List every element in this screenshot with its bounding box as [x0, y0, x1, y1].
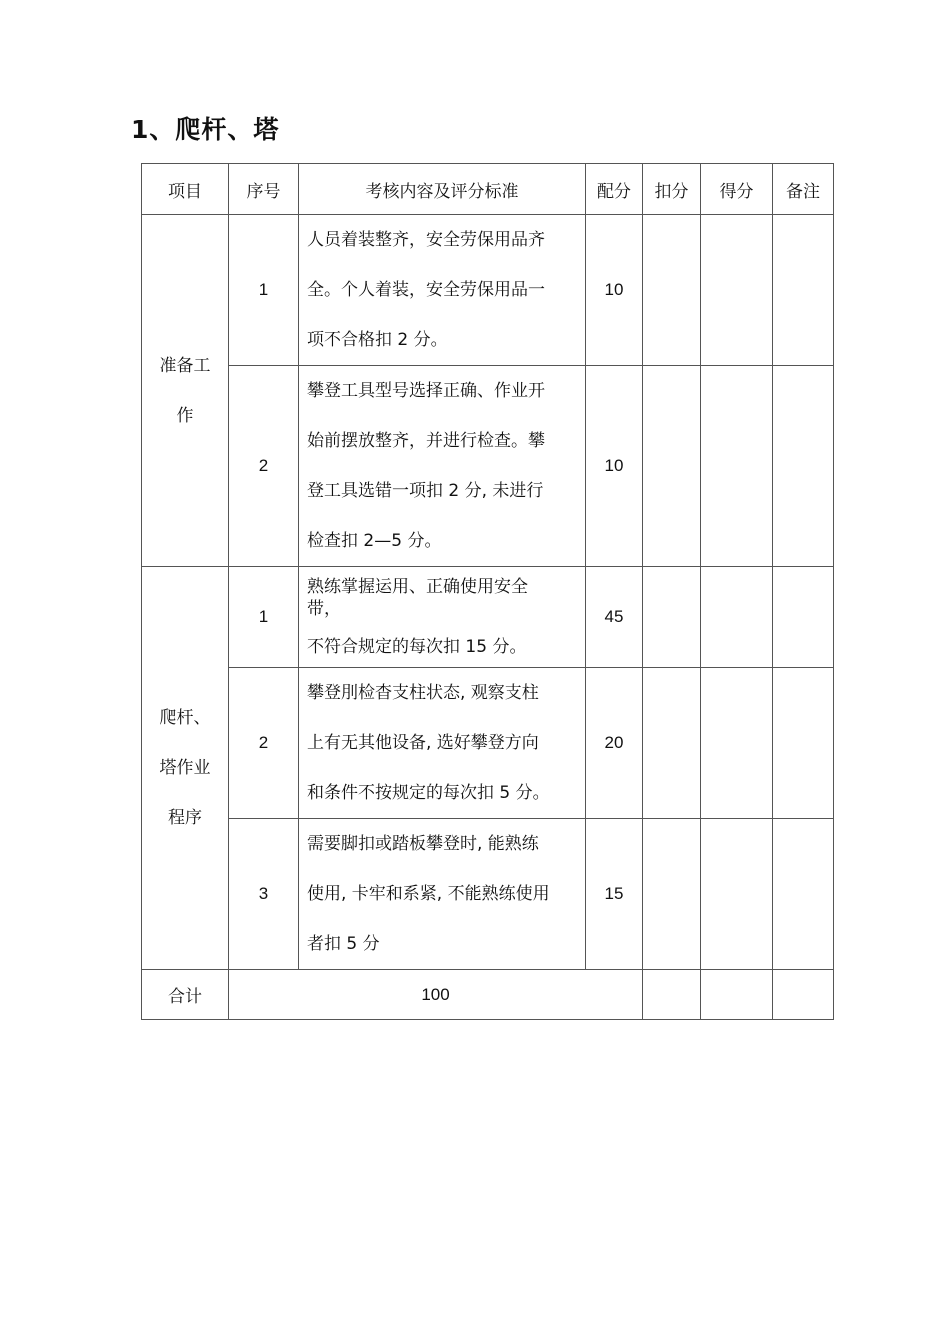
content-line: 需要脚扣或踏板攀登时, 能熟练 [307, 834, 539, 854]
earned-cell [701, 366, 773, 567]
seq-cell: 3 [229, 819, 299, 970]
header-deduct: 扣分 [643, 164, 701, 215]
content-cell [299, 215, 586, 366]
total-row [142, 970, 834, 1020]
content-cell [299, 819, 586, 970]
remarks-cell [773, 819, 834, 970]
seq-cell: 2 [229, 668, 299, 819]
header-content: 考核内容及评分标准 [299, 164, 586, 215]
content-line: 不符合规定的每次扣 15 分。 [307, 637, 527, 657]
table-row [142, 366, 834, 567]
content-line: 带， [307, 599, 341, 619]
content-line: 熟练掌握运用、正确使用安全 [307, 577, 528, 597]
header-earned: 得分 [701, 164, 773, 215]
deduct-cell [643, 366, 701, 567]
score-cell: 15 [586, 819, 643, 970]
total-label: 合计 [142, 970, 229, 1020]
header-score: 配分 [586, 164, 643, 215]
header-seq: 序号 [229, 164, 299, 215]
header-item: 项目 [142, 164, 229, 215]
score-cell: 10 [586, 215, 643, 366]
deduct-cell [643, 215, 701, 366]
content-line: 人员着装整齐，安全劳保用品齐 [307, 230, 545, 250]
category-line: 准备工 [159, 355, 211, 376]
content-cell [299, 567, 586, 668]
deduct-cell [643, 819, 701, 970]
category-cell [142, 215, 229, 567]
content-line: 上有无其他设备, 选好攀登方向 [307, 733, 539, 753]
content-line: 攀登刖检杳支柱状态, 观察支柱 [307, 683, 539, 703]
remarks-cell [773, 215, 834, 366]
earned-cell [701, 819, 773, 970]
seq-cell: 2 [229, 366, 299, 567]
content-line: 使用, 卡牢和系紧, 不能熟练使用 [307, 884, 550, 904]
content-line: 检查扣 2—5 分。 [307, 531, 442, 551]
deduct-cell [643, 970, 701, 1020]
earned-cell [701, 668, 773, 819]
table-row [142, 567, 834, 668]
content-line: 者扣 5 分 [307, 934, 380, 954]
category-line: 塔作业 [159, 758, 211, 778]
earned-cell [701, 215, 773, 366]
earned-cell [701, 970, 773, 1020]
score-cell: 45 [586, 567, 643, 668]
content-line: 攀登工具型号选择正确、作业开 [307, 381, 545, 401]
table-row [142, 819, 834, 970]
deduct-cell [643, 567, 701, 668]
total-value: 100 [229, 970, 643, 1020]
category-line: 作 [176, 405, 194, 426]
table-row [142, 215, 834, 366]
content-line: 和条件不按规定的每次扣 5 分。 [307, 783, 550, 803]
seq-cell: 1 [229, 567, 299, 668]
remarks-cell [773, 366, 834, 567]
content-cell [299, 366, 586, 567]
category-line: 爬杆、 [159, 708, 211, 728]
category-line: 程序 [168, 808, 202, 828]
table-header-row [142, 164, 834, 215]
score-cell: 20 [586, 668, 643, 819]
header-remarks: 备注 [773, 164, 834, 215]
deduct-cell [643, 668, 701, 819]
content-cell [299, 668, 586, 819]
page-title: 1、爬杆、塔 [131, 115, 280, 144]
scoring-table [141, 163, 834, 1020]
category-cell [142, 567, 229, 970]
content-line: 项不合格扣 2 分。 [307, 330, 448, 350]
remarks-cell [773, 567, 834, 668]
content-line: 登工具选错一项扣 2 分, 未进行 [307, 481, 544, 501]
seq-cell: 1 [229, 215, 299, 366]
content-line: 全。个人着装，安全劳保用品一 [307, 280, 545, 300]
score-cell: 10 [586, 366, 643, 567]
earned-cell [701, 567, 773, 668]
remarks-cell [773, 668, 834, 819]
remarks-cell [773, 970, 834, 1020]
table-row [142, 668, 834, 819]
content-line: 始前摆放整齐，并进行检查。攀 [307, 431, 545, 451]
